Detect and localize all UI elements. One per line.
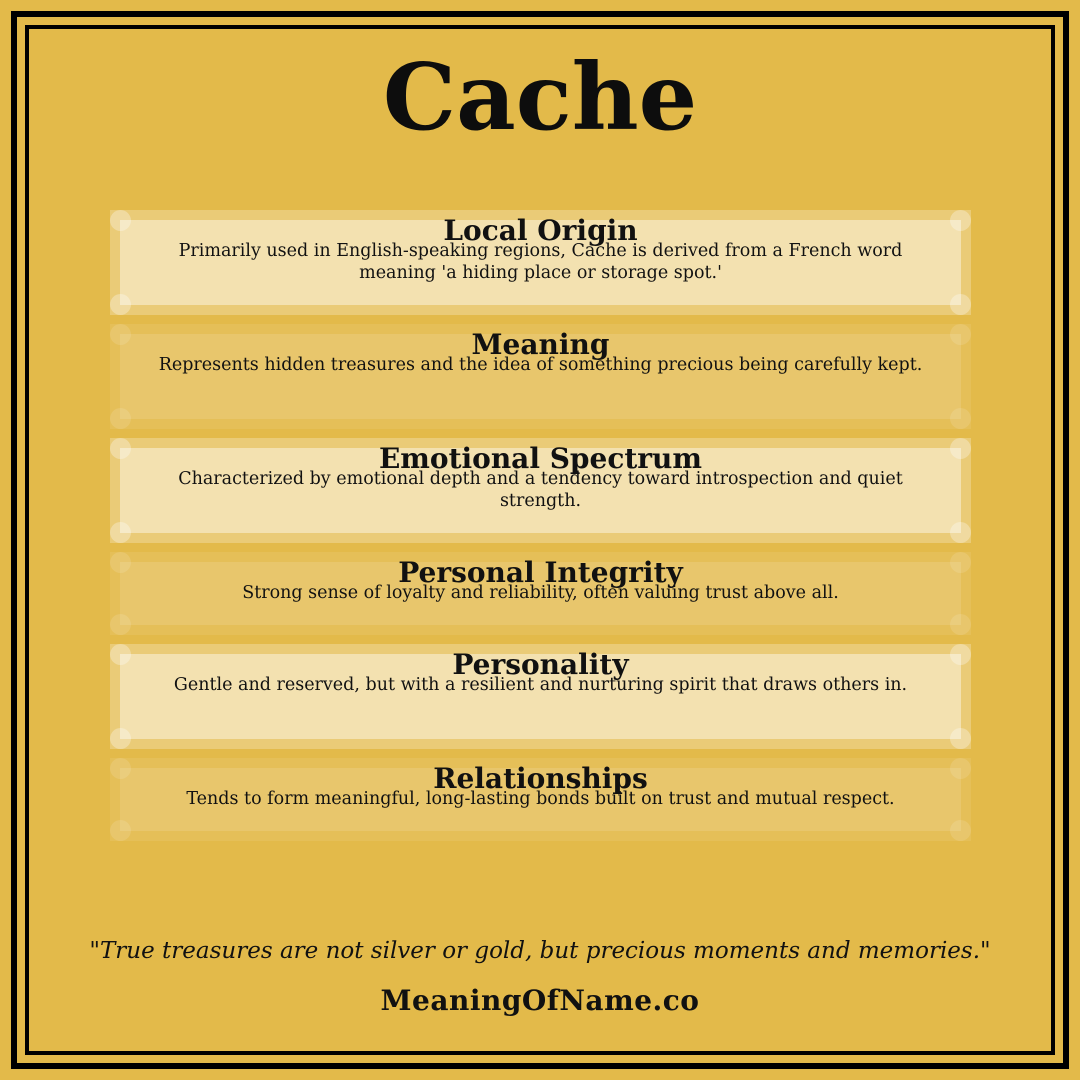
card-local-origin — [110, 210, 971, 315]
card-relationships — [110, 758, 971, 841]
card-heading: Personal Integrity — [398, 556, 683, 589]
footer-site-name: MeaningOfName.co — [380, 984, 700, 1017]
card-text: Characterized by emotional depth and a tendency toward introspection and quiet strength. — [178, 469, 903, 511]
card-heading: Relationships — [433, 762, 648, 795]
card-emotional-spectrum — [110, 438, 971, 543]
card-heading: Emotional Spectrum — [378, 442, 703, 475]
card-personal-integrity — [110, 552, 971, 635]
page-title: Cache — [382, 43, 698, 151]
card-text: Primarily used in English-speaking regions, Cache is derived from a French word meaning 'a hiding place or storage spot.' — [178, 241, 903, 283]
quote: "True treasures are not silver or gold, but precious moments and memories." — [89, 938, 991, 964]
card-heading: Local Origin — [443, 214, 638, 247]
card-heading: Meaning — [471, 328, 610, 361]
card-text: Strong sense of loyalty and reliability, often valuing trust above all. — [242, 583, 839, 603]
card-meaning — [110, 324, 971, 429]
card-text: Tends to form meaningful, long-lasting bonds built on trust and mutual respect. — [186, 789, 895, 809]
card-personality — [110, 644, 971, 749]
card-text: Represents hidden treasures and the idea of something precious being carefully kept. — [158, 355, 923, 375]
card-text: Gentle and reserved, but with a resilient and nurturing spirit that draws others in. — [173, 675, 908, 695]
card-heading: Personality — [452, 648, 629, 681]
